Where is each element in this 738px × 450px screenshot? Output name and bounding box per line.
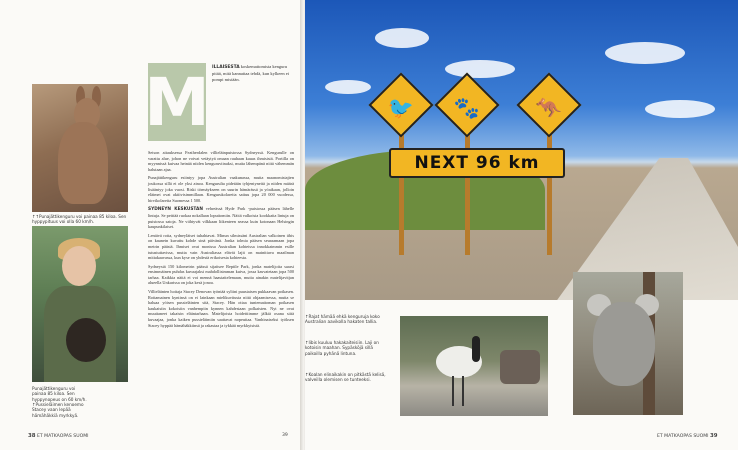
right-folio bbox=[657, 433, 718, 439]
kangaroo-photo bbox=[32, 84, 128, 212]
road-caption: ↑Rajat hämää ehkä kenguruja koko Australian aavikolla hakaten tallia. bbox=[305, 314, 380, 325]
zookeeper-photo bbox=[32, 226, 128, 382]
cloud bbox=[645, 100, 715, 118]
paragraph-3-text: vehreässä Hyde Park -puistossa pääsen lähelle lintuja. Se peittää ruokaa nokallaan loputtomiin. Näitä valkoisia kookkaita lintuja on puistossa satoja. Ne viihtyvät vilkkaan liikenteen seassa kuin kotonaan Helsingin kaupunkilaiset. bbox=[148, 206, 294, 230]
ibis-leg bbox=[462, 376, 464, 406]
koala-caption: ↑Koalan elinaikakin on pitkästä kelisä, valveilla olemisen se tunteeksi. bbox=[305, 372, 386, 383]
paragraph-3 bbox=[148, 206, 294, 229]
paragraph-4: Lentävä rotta, sydneyläiset tuhahtavat. Minun silmissäni Australian valkoinen iibis on kaunein kuvattu kohde sinä päivänä. Jonka tolmia pääsen seuraamaan jopa metrin päästä. Ihmiset ovat monissa Australian kohteissa innokkaimmin esille tutustuttavissa, mutta vain Australiassa elävät lajit on mainittava maailman mittakaavassa, kun kyse on yhdestä erikoisesta kohteesta. bbox=[148, 232, 294, 261]
marsupial-baby bbox=[66, 318, 106, 362]
paragraph-1: Seison aitauksessa Featherdalen villieläinpuistossa Sydneyssä. Kengurulle on varattu alue, johon ne voivat vetäytyä omaan rauhaan kauas ihmisistä. Portilla on myynnissä kuivaa heinää niiden kenguruviinaksi, mutta lähempänä niitä vähemmän halutaan ajaa. bbox=[148, 150, 294, 172]
drop-cap: M bbox=[144, 63, 210, 141]
kangaroo-caption: ↑↑Punajättikenguru voi painaa 85 kiloa. Sen hyppypituus voi olla 60 km/h. bbox=[32, 214, 127, 225]
paragraph-6: Villieläinten hoitaja Stacey Denovan työntää syliini puustaisen pukkaavan poikasen. Rottamainen kyntinsä on ei lainkaan mielikuvitusta niitä ohjaamisessa, mutta se haluaa yöisen pussieläinten sitä, Stacey. Hän ottaa tuntemattoman poikasen kaukaisiin kokoisiin vanhempiin kynnen kahdestaan polkaisten. Nyt ne ovat muuttaneet takaisin eläintarhaan. Matelijoista hoidettiimme jälkiä osana siitä kuvaajaa, jonka kaiken pussieläimiin saattavat nopeuttaa. Vanhinaiseksi työksen Stacey hyppää hämähäkkiinsä ja rakastaa ja tykkää myrkkyisistä. bbox=[148, 289, 294, 328]
left-folio bbox=[28, 433, 89, 439]
cloud bbox=[445, 60, 515, 78]
left-page-number: 38 bbox=[28, 433, 36, 439]
gutter-page-number: 39 bbox=[282, 433, 288, 438]
left-page bbox=[0, 0, 302, 450]
paragraph-2: Punajättikenguru esiintyy jopa Australian vaakunassa, mutta maanomistajien joukossa sillä ei ole yksi ainoa. Kengurulta pidetään tyhjentyneitä ja niiden määrä lisääntyy joka vuosi. Riski törmäykseen on suurin hämärässä ja yöaikaan, jolloin eläimet ovat aktiivisimmillaan. Kengurukolareita sattuu jopa 20 000 vuodessa, hirvikolareita Suomessa 1 500. bbox=[148, 175, 294, 203]
ibis-leg bbox=[452, 376, 454, 406]
body-column bbox=[148, 150, 294, 331]
ibis-caption: ↑Iibis kuuluu hakakaiteisiin. Laji on kotoisin maahan. Sypäsköjä sillä paikoilla pyhänä lintuna. bbox=[305, 340, 379, 356]
cloud bbox=[605, 42, 685, 64]
lede-paragraph bbox=[212, 64, 294, 83]
cloud bbox=[375, 28, 429, 48]
subhead: SYDNEYN KESKUSTAN bbox=[148, 207, 203, 213]
kangaroo-weight-caption: Punajättikenguru voi painaa 85 kiloa. Sen hyppynopeus on 60 km/h. bbox=[32, 386, 87, 402]
kangaroo-sign-icon: 🦘 bbox=[535, 96, 563, 120]
lede-text: koskemattomista kenguru pitää, mitä kannattaa tehdä, kun kylkeen ei pompi mistään. bbox=[212, 64, 289, 82]
paragraph-5: Sydneystä 150 kilometrin päässä sijaitsee Reptile Park, jonka matelijoita saarsi ensimmäinen puhdas kuvaajaksi mahdollisimman kuiva, jossa kasvatetaan jopa 500 tarhaa. Kaikkia näitä ei voi mennä haastattelemaan, mutta ainakin matelijavitjan alueella Unkarissa on joka kesä jonoa. bbox=[148, 263, 294, 286]
distance-sign: NEXT 96 km bbox=[389, 148, 565, 178]
lede-bold: ILLAISESTA bbox=[212, 65, 240, 70]
koala-photo bbox=[573, 272, 683, 415]
right-folio-label: ET MATKAOPAS SUOMI bbox=[657, 434, 709, 439]
right-page-number: 39 bbox=[710, 433, 718, 439]
left-folio-label: ET MATKAOPAS SUOMI bbox=[36, 434, 89, 439]
ibis-photo bbox=[400, 316, 548, 416]
background-people bbox=[500, 350, 540, 384]
wombat-sign-icon: 🐾 bbox=[453, 96, 481, 120]
cloud bbox=[325, 80, 371, 94]
kangaroo-body bbox=[58, 122, 108, 204]
keeper-face bbox=[62, 246, 96, 286]
ibis-neck bbox=[472, 336, 480, 362]
keeper-caption: ↑Pussieläimen kenoemo Stacey vaan lepää hämähäkkiä myrkkyä. bbox=[32, 402, 84, 418]
road-sign-photo bbox=[305, 0, 738, 300]
right-page bbox=[305, 0, 738, 450]
koala-body bbox=[593, 302, 655, 386]
emu-sign-icon: 🐦 bbox=[387, 96, 415, 120]
